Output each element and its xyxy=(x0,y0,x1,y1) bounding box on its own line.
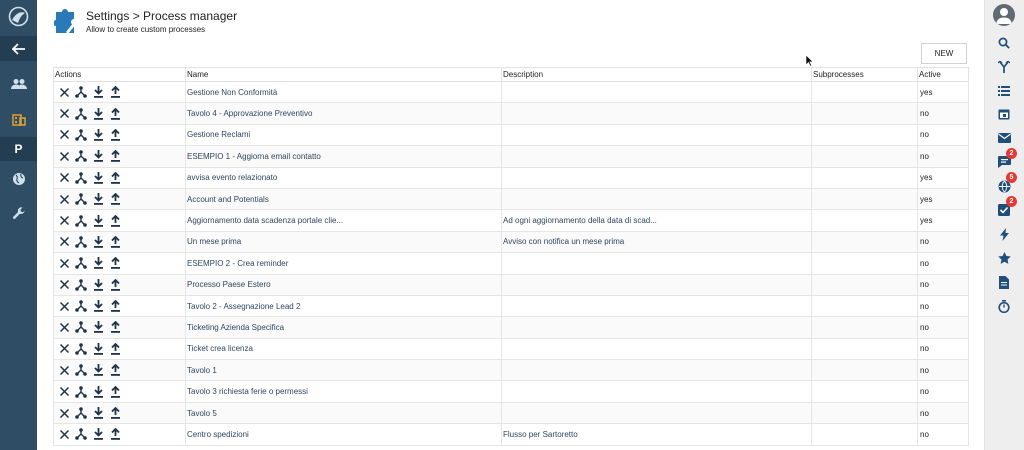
process-active: no xyxy=(918,381,969,402)
globe-badge: 5 xyxy=(1006,172,1017,183)
left-sidebar xyxy=(0,0,37,450)
table-row[interactable] xyxy=(54,188,969,209)
delete-icon[interactable] xyxy=(58,279,70,291)
process-name[interactable]: Aggiornamento data scadenza portale clie... xyxy=(186,210,502,231)
process-description: Avviso con notifica un mese prima xyxy=(502,231,812,252)
process-subprocesses xyxy=(812,360,918,381)
process-active: yes xyxy=(918,188,969,209)
table-row[interactable] xyxy=(54,253,969,274)
process-flow-icon[interactable] xyxy=(75,343,87,355)
process-name[interactable]: Tavolo 1 xyxy=(186,360,502,381)
download-icon[interactable] xyxy=(92,86,104,98)
process-subprocesses xyxy=(812,167,918,188)
upload-icon[interactable] xyxy=(109,193,121,205)
process-name[interactable]: Tavolo 3 richiesta ferie o permessi xyxy=(186,381,502,402)
tasks-icon[interactable] xyxy=(993,198,1015,219)
processes-letter: P xyxy=(14,142,23,156)
process-name[interactable]: Processo Paese Estero xyxy=(186,274,502,295)
list-icon[interactable] xyxy=(993,82,1015,100)
upload-icon[interactable] xyxy=(109,386,121,398)
upload-icon[interactable] xyxy=(109,215,121,227)
process-flow-icon[interactable] xyxy=(75,86,87,98)
web-globe-icon[interactable] xyxy=(993,174,1015,195)
process-name[interactable]: Tavolo 4 - Approvazione Preventivo xyxy=(186,103,502,124)
process-active: no xyxy=(918,146,969,167)
upload-icon[interactable] xyxy=(109,343,121,355)
row-actions xyxy=(54,360,186,381)
delete-icon[interactable] xyxy=(58,321,70,333)
table-row[interactable] xyxy=(54,402,969,423)
calendar-icon[interactable] xyxy=(993,105,1015,123)
process-description xyxy=(502,146,812,167)
globe-icon[interactable] xyxy=(0,167,37,191)
download-icon[interactable] xyxy=(92,193,104,205)
page-subtitle: Allow to create custom processes xyxy=(86,25,206,34)
process-flow-icon[interactable] xyxy=(75,407,87,419)
process-description xyxy=(502,167,812,188)
download-icon[interactable] xyxy=(92,343,104,355)
row-actions xyxy=(54,167,186,188)
process-subprocesses xyxy=(812,253,918,274)
upload-icon[interactable] xyxy=(109,108,121,120)
user-avatar-icon[interactable] xyxy=(993,4,1015,26)
process-description xyxy=(502,103,812,124)
download-icon[interactable] xyxy=(92,236,104,248)
puzzle-icon xyxy=(54,6,80,36)
process-flow-icon[interactable] xyxy=(75,257,87,269)
table-row[interactable] xyxy=(54,103,969,124)
table-row[interactable] xyxy=(54,274,969,295)
delete-icon[interactable] xyxy=(58,172,70,184)
table-row[interactable] xyxy=(54,317,969,338)
process-name[interactable]: Tavolo 2 - Assegnazione Lead 2 xyxy=(186,295,502,316)
row-actions xyxy=(54,295,186,316)
row-actions xyxy=(54,253,186,274)
download-icon[interactable] xyxy=(92,172,104,184)
column-header-subprocesses[interactable]: Subprocesses xyxy=(812,68,918,82)
process-description: Flusso per Sartoretto xyxy=(502,424,812,445)
table-row[interactable] xyxy=(54,295,969,316)
delete-icon[interactable] xyxy=(58,86,70,98)
process-active: no xyxy=(918,274,969,295)
download-icon[interactable] xyxy=(92,386,104,398)
process-description xyxy=(502,360,812,381)
download-icon[interactable] xyxy=(92,300,104,312)
upload-icon[interactable] xyxy=(109,150,121,162)
process-subprocesses xyxy=(812,146,918,167)
search-icon[interactable] xyxy=(993,34,1015,52)
lightning-icon[interactable] xyxy=(993,225,1015,243)
process-flow-icon[interactable] xyxy=(75,321,87,333)
process-name[interactable]: Gestione Reclami xyxy=(186,124,502,145)
row-actions xyxy=(54,381,186,402)
row-actions xyxy=(54,274,186,295)
process-active: no xyxy=(918,317,969,338)
row-actions xyxy=(54,338,186,359)
table-row[interactable] xyxy=(54,338,969,359)
row-actions xyxy=(54,210,186,231)
process-subprocesses xyxy=(812,188,918,209)
process-flow-icon[interactable] xyxy=(75,236,87,248)
process-active: no xyxy=(918,295,969,316)
process-active: no xyxy=(918,402,969,423)
process-description xyxy=(502,402,812,423)
delete-icon[interactable] xyxy=(58,108,70,120)
process-description: Ad ogni aggiornamento della data di scad... xyxy=(502,210,812,231)
process-active: yes xyxy=(918,82,969,103)
delete-icon[interactable] xyxy=(58,150,70,162)
process-name[interactable]: Ticket crea licenza xyxy=(186,338,502,359)
chat-icon[interactable] xyxy=(993,150,1015,171)
upload-icon[interactable] xyxy=(109,257,121,269)
process-name[interactable]: Centro spedizioni xyxy=(186,424,502,445)
process-name[interactable]: Account and Potentials xyxy=(186,188,502,209)
upload-icon[interactable] xyxy=(109,236,121,248)
table-row[interactable] xyxy=(54,167,969,188)
upload-icon[interactable] xyxy=(109,321,121,333)
process-flow-icon[interactable] xyxy=(75,150,87,162)
process-name[interactable]: avvisa evento relazionato xyxy=(186,167,502,188)
row-actions xyxy=(54,103,186,124)
download-icon[interactable] xyxy=(92,215,104,227)
delete-icon[interactable] xyxy=(58,257,70,269)
process-flow-icon[interactable] xyxy=(75,193,87,205)
process-description xyxy=(502,317,812,338)
process-name[interactable]: ESEMPIO 1 - Aggiorna email contatto xyxy=(186,146,502,167)
upload-icon[interactable] xyxy=(109,172,121,184)
app-logo-icon[interactable] xyxy=(6,4,31,29)
process-subprocesses xyxy=(812,317,918,338)
table-row[interactable] xyxy=(54,124,969,145)
process-description xyxy=(502,253,812,274)
star-icon[interactable] xyxy=(993,249,1015,267)
sidebar-item-processes[interactable] xyxy=(0,137,37,161)
download-icon[interactable] xyxy=(92,150,104,162)
process-subprocesses xyxy=(812,338,918,359)
column-header-description[interactable]: Description xyxy=(502,68,812,82)
delete-icon[interactable] xyxy=(58,215,70,227)
column-header-actions: Actions xyxy=(54,68,186,82)
chat-badge: 2 xyxy=(1006,148,1017,159)
process-flow-icon[interactable] xyxy=(75,215,87,227)
download-icon[interactable] xyxy=(92,257,104,269)
process-description xyxy=(502,124,812,145)
download-icon[interactable] xyxy=(92,364,104,376)
download-icon[interactable] xyxy=(92,279,104,291)
process-description xyxy=(502,274,812,295)
process-description xyxy=(502,381,812,402)
row-actions xyxy=(54,231,186,252)
process-subprocesses xyxy=(812,274,918,295)
process-subprocesses xyxy=(812,82,918,103)
building-icon[interactable] xyxy=(0,107,37,131)
upload-icon[interactable] xyxy=(109,129,121,141)
process-flow-icon[interactable] xyxy=(75,386,87,398)
process-active: no xyxy=(918,338,969,359)
download-icon[interactable] xyxy=(92,108,104,120)
delete-icon[interactable] xyxy=(58,129,70,141)
merge-icon[interactable] xyxy=(993,58,1015,76)
process-active: yes xyxy=(918,210,969,231)
process-flow-icon[interactable] xyxy=(75,279,87,291)
process-subprocesses xyxy=(812,210,918,231)
delete-icon[interactable] xyxy=(58,407,70,419)
table-row[interactable] xyxy=(54,381,969,402)
table-row[interactable] xyxy=(54,210,969,231)
download-icon[interactable] xyxy=(92,321,104,333)
upload-icon[interactable] xyxy=(109,407,121,419)
table-row[interactable] xyxy=(54,231,969,252)
download-icon[interactable] xyxy=(92,428,104,440)
process-active: no xyxy=(918,253,969,274)
process-active: no xyxy=(918,103,969,124)
download-icon[interactable] xyxy=(92,407,104,419)
process-active: no xyxy=(918,124,969,145)
users-icon[interactable] xyxy=(0,72,37,96)
row-actions xyxy=(54,146,186,167)
process-name[interactable]: ESEMPIO 2 - Crea reminder xyxy=(186,253,502,274)
table-row[interactable] xyxy=(54,146,969,167)
process-name[interactable]: Gestione Non Conformità xyxy=(186,82,502,103)
row-actions xyxy=(54,188,186,209)
process-name[interactable]: Tavolo 5 xyxy=(186,402,502,423)
delete-icon[interactable] xyxy=(58,193,70,205)
upload-icon[interactable] xyxy=(109,364,121,376)
process-subprocesses xyxy=(812,381,918,402)
page-title: Settings > Process manager xyxy=(86,9,238,23)
column-header-name[interactable]: Name xyxy=(186,68,502,82)
row-actions xyxy=(54,82,186,103)
process-flow-icon[interactable] xyxy=(75,300,87,312)
process-flow-icon[interactable] xyxy=(75,129,87,141)
process-flow-icon[interactable] xyxy=(75,108,87,120)
process-name[interactable]: Ticketing Azienda Specifica xyxy=(186,317,502,338)
process-name[interactable]: Un mese prima xyxy=(186,231,502,252)
delete-icon[interactable] xyxy=(58,343,70,355)
process-active: no xyxy=(918,360,969,381)
process-description xyxy=(502,295,812,316)
process-subprocesses xyxy=(812,103,918,124)
process-subprocesses xyxy=(812,402,918,423)
process-subprocesses xyxy=(812,295,918,316)
back-arrow-icon[interactable] xyxy=(0,36,37,61)
table-row[interactable] xyxy=(54,82,969,103)
column-header-active[interactable]: Active xyxy=(918,68,969,82)
table-row[interactable] xyxy=(54,424,969,445)
table-row[interactable] xyxy=(54,360,969,381)
upload-icon[interactable] xyxy=(109,279,121,291)
delete-icon[interactable] xyxy=(58,364,70,376)
process-active: no xyxy=(918,231,969,252)
row-actions xyxy=(54,124,186,145)
process-table xyxy=(53,67,968,446)
delete-icon[interactable] xyxy=(58,236,70,248)
process-description xyxy=(502,188,812,209)
stopwatch-icon[interactable] xyxy=(993,297,1015,315)
process-flow-icon[interactable] xyxy=(75,428,87,440)
process-subprocesses xyxy=(812,124,918,145)
wrench-icon[interactable] xyxy=(0,202,37,226)
process-flow-icon[interactable] xyxy=(75,172,87,184)
delete-icon[interactable] xyxy=(58,300,70,312)
right-sidebar xyxy=(984,0,1024,450)
process-subprocesses xyxy=(812,231,918,252)
row-actions xyxy=(54,424,186,445)
upload-icon[interactable] xyxy=(109,300,121,312)
process-active: yes xyxy=(918,167,969,188)
tasks-badge: 2 xyxy=(1006,196,1017,207)
process-description xyxy=(502,82,812,103)
process-active: no xyxy=(918,424,969,445)
upload-icon[interactable] xyxy=(109,428,121,440)
upload-icon[interactable] xyxy=(109,86,121,98)
download-icon[interactable] xyxy=(92,129,104,141)
mail-icon[interactable] xyxy=(993,129,1015,147)
row-actions xyxy=(54,317,186,338)
process-subprocesses xyxy=(812,424,918,445)
row-actions xyxy=(54,402,186,423)
process-description xyxy=(502,338,812,359)
process-flow-icon[interactable] xyxy=(75,364,87,376)
new-process-button[interactable]: NEW xyxy=(921,43,967,64)
table-header-row xyxy=(54,68,969,82)
document-icon[interactable] xyxy=(993,273,1015,291)
delete-icon[interactable] xyxy=(58,428,70,440)
delete-icon[interactable] xyxy=(58,386,70,398)
